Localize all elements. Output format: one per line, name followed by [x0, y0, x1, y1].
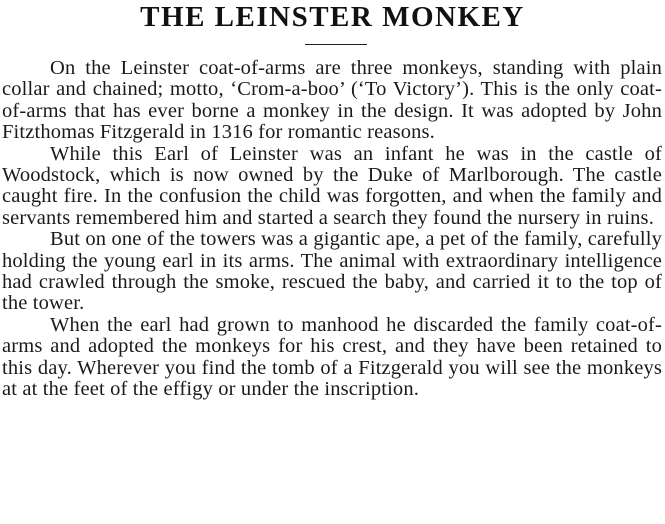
paragraph-1: On the Leinster coat-of-arms are three monkeys, standing with plain collar and chained; motto, ‘Crom-a-boo’ (‘To Victory’). This is the only coat-of-arms that has ever borne a monkey in the design. It was adopted by John Fitzthomas Fitzgerald in 1316 for romantic reasons.	[2, 57, 662, 144]
article-body	[2, 58, 662, 401]
paragraph-3: But on one of the towers was a gigantic ape, a pet of the family, carefully holding the young earl in its arms. The animal with extraordinary intelligence had crawled through the smoke, rescued the baby, and carried it to the top of the tower.	[2, 228, 662, 315]
paragraph-4: When the earl had grown to manhood he discarded the family coat-of-arms and adopted the monkeys for his crest, and they have been retained to this day. Wherever you find the tomb of a Fitzgerald you will see the monkeys at at the feet of the effigy or under the inscription.	[2, 313, 662, 401]
paragraph-2: While this Earl of Leinster was an infant he was in the castle of Woodstock, which is now owned by the Duke of Marlborough. The castle caught fire. In the confusion the child was forgotten, and when the family and servants remembered him and started a search they found the nursery in ruins.	[2, 142, 662, 229]
headline-divider	[305, 44, 367, 45]
article-headline: THE LEINSTER MONKEY	[140, 1, 525, 33]
